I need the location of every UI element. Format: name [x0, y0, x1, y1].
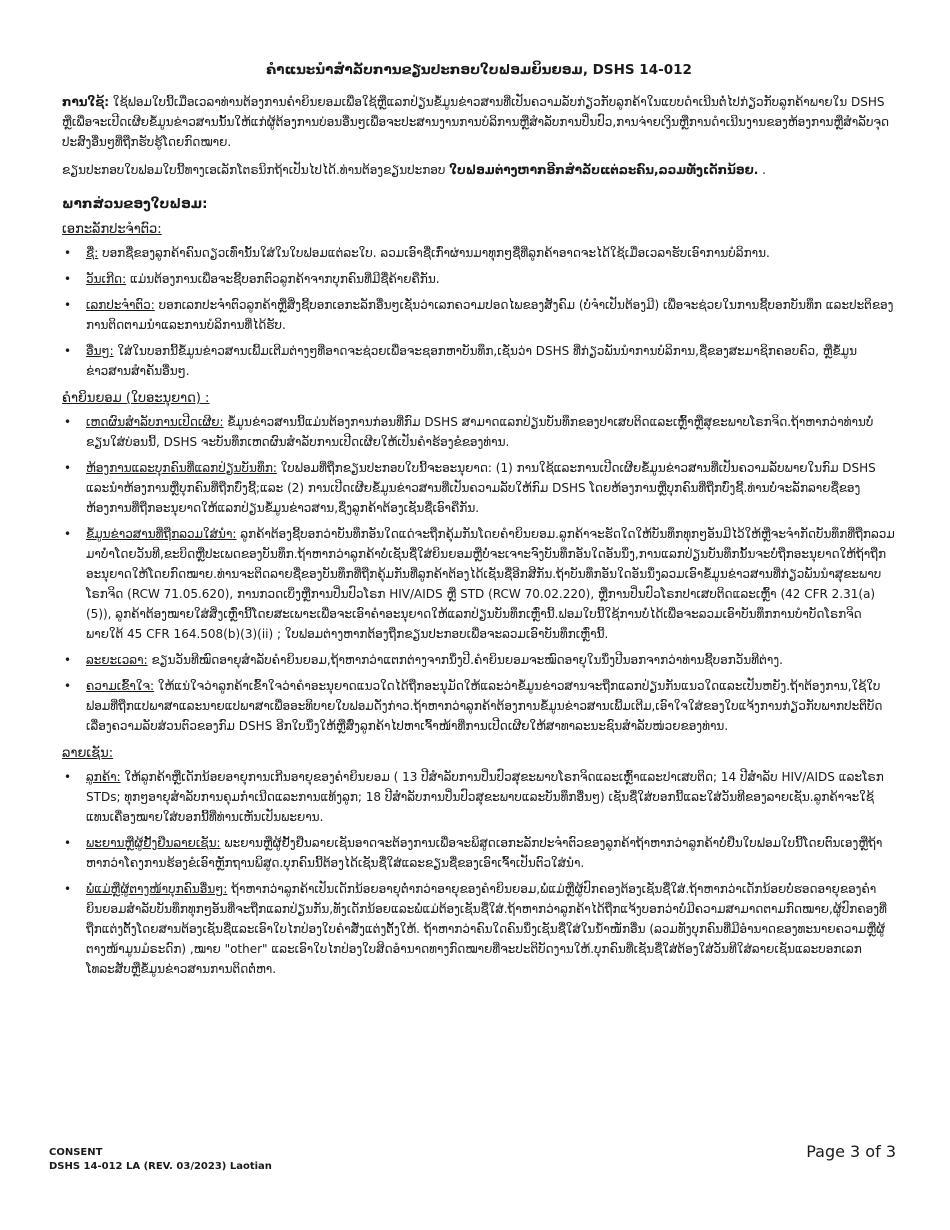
consent-heading: ຄຳຍິນຍອມ (ໃບອະນຸຍາດ) :	[62, 391, 210, 406]
page-number: Page 3 of 3	[806, 1142, 896, 1161]
item-term: ພໍ່ແມ່ຫຼືຜູ້ຕາງໜ້າບຸກຄົນອື່ນໆ:	[86, 882, 228, 896]
item-text: ບອກເລກປະຈຳຕົວລູກຄ້າຫຼືສິ່ງຊີ້ບອກເອກະລັກອື່ນໆເຊັ່ນວ່າເລກຄວາມປອດໄພຂອງສັງຄົມ (ບໍ່ຈຳເປັນຕ້ອງມີ) ເພື່ອຈະຊ່ວຍໃນການຊີ້ບອກບັນທຶກ ແລະປະຕິຂອງການຕິດຕາມນຳແລະການບໍລິການທີ່ໄດ້ຮັບ.	[86, 298, 894, 332]
usage-label: ການໃຊ້:	[62, 95, 110, 109]
item-term: ອື່ນໆ:	[86, 344, 114, 358]
item-text: ແມ່ນຕ້ອງການເພື່ອຈະຊີ້ບອກຕົວລູກຄ້າຈາກບຸກຄົນທີ່ມີຊື່ຄ້າຍຄືກັນ.	[129, 272, 440, 286]
item-text: ໃຫ້ແນ່ໃຈວ່າລູກຄ້າເຂົ້າໃຈວ່າຄຳອະນຸຍາດແນວໃດໄດ້ຖືກອະນຸມັດໃຫ້ແລະວ່າຂໍ້ມູນຂ່າວສານຈະຖືກແລກປ່ຽນກັນແນວໃດແລະເປັນຫຍັງ.ຖ້າຕ້ອງການ,ໃຊ້ໃບຟອມທີ່ຖືກແປພາສາແລະນາຍແປພາສາເພື່ອອະທິບາຍໃບຟອມດັ່ງກ່າວ.ຖ້າຫາກວ່າລູກຄ້າຕ້ອງການຂໍ້ມູນຂ່າວສານເພີ້ມເຕີມ,ເອົາໃຈໃສ່ຂອງໃບແຈ້ງການກ່ຽວກັບພາກປະຕິບັດເລື່ອງຄວາມລັບສ່ວນຕົວຂອງກົມ DSHS ອີກໃບນຶ່ງໃຫ້ຫຼືສົ່ງລູກຄ້າໄປຫາເຈົ້າໜ້າທີ່ການເປີດເຜີຍໃຫ້ສາທາລະນະຊົນສຳລັບໜ່ວຍຂອງທ່ານ.	[86, 679, 883, 733]
list-item: • ເລກປະຈຳຕົວ: ບອກເລກປະຈຳຕົວລູກຄ້າຫຼືສິ່ງຊີ້ບອກເອກະລັກອື່ນໆເຊັ່ນວ່າເລກຄວາມປອດໄພຂອງສັງຄົມ (ບໍ່ຈຳເປັນຕ້ອງມີ) ເພື່ອຈະຊ່ວຍໃນການຊີ້ບອກບັນທຶກ ແລະປະຕິຂອງການຕິດຕາມນຳແລະການບໍລິການທີ່ໄດ້ຮັບ.	[64, 298, 894, 332]
footer-consent-label: CONSENT	[49, 1147, 103, 1158]
identification-heading: ເອກະລັກປະຈຳຕົວ:	[62, 222, 162, 237]
list-item: • ລະຍະເວລາ: ຂຽນວັນທີໝົດອາຍຸສຳລັບຄຳຍິນຍອມ,ຖ້າຫາກວ່າແຕກຕ່າງຈາກນຶ່ງປີ.ຄຳຍິນຍອມຈະໝົດອາຍຸໃນນຶ່ງປີນອກຈາກວ່າທ່ານຊີ້ບອກວັນທີຕ່າງ.	[64, 653, 783, 667]
item-text: ໃບຟອມທີ່ຖືກຂຽນປະກອບໃບນີ້ຈະອະນຸຍາດ: (1) ການໃຊ້ແລະການເປີດເຜີຍຂໍ້ມູນຂ່າວສານທີ່ເປັນຄວາມລັບພາຍໃນກົມ DSHS ແລະນຳຫ້ອງການຫຼືບຸກຄົນທີ່ຖືກບົ່ງຊີ້;ແລະ (2) ການເປີດເຜີຍຂໍ້ມູນຂ່າວສານທີ່ເປັນຄວາມລັບໃຫ້ກົມ DSHS ໂດຍຫ້ອງການຫຼືບຸກຄົນທີ່ຖືກບົ່ງຊີ້.ທ່ານບໍ່ຈະລັກລາຍຊື່ຂອງຫ້ອງການທີ່ຖືກອະນຸຍາດໃຫ້ແລກປ່ຽນຂໍ້ມູນຂ່າວສານ,ຊຶ່ງລູກຄ້າຕ້ອງເຊັນຊື່ເອົາຄືກັນ.	[86, 461, 876, 515]
list-item: • ພໍ່ແມ່ຫຼືຜູ້ຕາງໜ້າບຸກຄົນອື່ນໆ: ຖ້າຫາກວ່າລູກຄ້າເປັນເດັກນ້ອຍອາຍຸຕ່ຳກວ່າອາຍຸຂອງຄຳຍິນຍອມ,ພໍ່ແມ່ຫຼືຜູ້ປົກຄອງຕ້ອງເຊັນຊື່ໃສ່.ຖ້າຫາກວ່າເດັກນ້ອຍບໍ່ຮອດອາຍຸຂອງຄຳຍິນຍອມສຳລັບບັນທຶກທຸກໆອັນທີ່ຈະຖືກແລກປ່ຽນກັນ,ທັງເດັກນ້ອຍແລະພໍ່ແມ່ຕ້ອງເຊັນຊື່ໃສ່.ຖ້າຫາກວ່າລູກຄ້າໄດ້ຖືກແຈ້ງບອກວ່າບໍ່ມີຄວາມສາມາດຕາມກົດໝາຍ,ຜູ້ປົກຄອງທີ່ຖືກແຕ່ງຕັ້ງໂດຍສານຕ້ອງເຊັນຊື່ແລະເອົາໃບໄກປ່ອງໃບຄຳສັ່ງແຕ່ງຕັ້ງໃຫ້. ຖ້າຫາກວ່າຄົນໃດຄົນນຶ່ງເຊັນຊື່ໃສ່ໃນນ້ຳໜັກອື່ນ (ລວມທັງບຸກຄົນທີ່ມີອຳນາດຂອງທະນາຍຄວາມຫຼືຜູ້ຕາງໜ້າມູນມໍຣະດົກ) ,ໝາຍ "other" ແລະເອົາໃບໄກປ່ອງໃບສິດອຳນາດທາງກົດໝາຍທີ່ຈະປະຕິບັດງານໃຫ້.ບຸກຄົນທີ່ເຊັນຊື່ໃສ່ຕ້ອງໃສ່ວັນທີໃສ່ລາຍເຊັນແລະບອກເລກໂທລະສັບຫຼືຂໍ້ມູນຂ່າວສານການຕິດຕໍ່ຫາ.	[64, 882, 887, 976]
list-item: • ພະຍານຫຼືຜູ້ຢັ້ງຢືນລາຍເຊັນ: ພະຍານຫຼືຜູ້ຢັ້ງຢືນລາຍເຊັນອາດຈະຕ້ອງການເພື່ອຈະພິສູດເອກະລັກປະຈຳຕົວຂອງລູກຄ້າຖ້າຫາກວ່າລູກຄ້າບໍ່ຢືນໃບຟອມໃບນີ້ໂດຍຕົນເອງຫຼືຖ້າຫາກວ່າໂຄງການຮ້ອງຂໍເອົາຫຼັກຖານພິສູດ.ບຸກຄົນນີ້ຕ້ອງໄດ້ເຊັນຊື່ໃສ່ແລະຂຽນຊື່ຂອງເອົາເຈົ້າເປັນຕົວໃສ່ນຳ.	[64, 836, 883, 870]
list-item: • ຂໍ້ມູນຂ່າວສານທີ່ຖືກລວມໃສ່ນຳ: ລູກຄ້າຕ້ອງຊີ້ບອກວ່າບັນທຶກອັນໃດແດ່ຈະຖືກຄຸ້ມກັນໂດຍຄຳຍິນຍອມ.ລູກຄ້າຈະຮັດໃດໃຫ້ບັນທຶກທຸກໆອັນມີໄວ້ໃຫ້ຫຼືຈະຈຳກັດບັນທຶກທີ່ຖືກລວມມາບໍ່າໂດຍວັນທີ,ຂະບິດຫຼືປະເພດຂອງບັນທຶກ.ຖ້າຫາກວ່າລູກຄ້າບໍ່ເຊັນຊື່ໃສ່ຍິນຍອມຫຼືບໍ່ຈະເຈາະຈົງບັນທຶກອັນໃດອັນນຶ່ງ,ການແລກປ່ຽນບັນທຶກນັ້ນຈະບໍ່ຖືກອະນຸຍາດໃຫ້ຖ້າຖືກອະນຸຍາດໃຫ້ໂດຍກົດໝາຍ.ທ່ານຈະຕິດລາຍຊື່ຂອງບັນທຶກທີ່ຖືກຄຸ້ມກັນທີ່ລູກຄ້າຕ້ອງໄດ້ເຊັນຊື່ອີກສີກັນ.ຖ້າບັນທຶກອັນໃດອັນນຶ່ງລວມເອົາຂໍ້ມູນຂ່າວສານທີ່ກ່ຽວພັນນຳສຸຂະພາບໂຣກຈິດ (RCW 71.05.620), ການກວດເບິ່ງຫຼືການປິ່ນປົວໂຣກ HIV/AIDS ຫຼື STD (RCW 70.02.220), ຫຼືການປິ່ນປົວໂຣກປາເສບຕິດແລະເຫຼົ້າ (42 CFR 2.31(a)(5)), ລູກຄ້າຕ້ອງໝາຍໃສ່ສິ່ງເຫຼົ່ານີ້ໂດຍສະເພາະເພື່ອຈະເອົາຄຳອະນຸຍາດໃຫ້ແລກປ່ຽນບັນທຶກເຫຼົ່ານີ້.ຟອມໃບນີ້ໃຊ້ການບໍ່ໄດ້ເພື່ອຈະລວມເອົາບັນທຶກການບຳບັດໂຣກຈິດພາຍໃຕ້ 45 CFR 164.508(b)(3)(ii) ; ໃບຟອມຕ່າງຫາກຕ້ອງຖືກຂຽນປະກອບເພື່ອຈະລວມເອົາບັນທຶກເຫຼົ່ານີ້.	[64, 527, 895, 641]
signatures-heading: ລາຍເຊັນ:	[62, 746, 114, 761]
electronic-text: ຂຽນປະກອບໃບຟອມໃບນີ້ທາງເອເລັກໂຕຣນິກຖ້າເປັນໄປໄດ້.ທ່ານຕ້ອງຂຽນປະກອບ	[62, 163, 446, 177]
item-term: ລູກຄ້າ:	[86, 770, 121, 784]
identification-list	[62, 243, 896, 381]
item-term: ພະຍານຫຼືຜູ້ຢັ້ງຢືນລາຍເຊັນ:	[86, 836, 221, 850]
consent-list	[62, 412, 896, 736]
item-text: ຖ້າຫາກວ່າລູກຄ້າເປັນເດັກນ້ອຍອາຍຸຕ່ຳກວ່າອາຍຸຂອງຄຳຍິນຍອມ,ພໍ່ແມ່ຫຼືຜູ້ປົກຄອງຕ້ອງເຊັນຊື່ໃສ່.ຖ້າຫາກວ່າເດັກນ້ອຍບໍ່ຮອດອາຍຸຂອງຄຳຍິນຍອມສຳລັບບັນທຶກທຸກໆອັນທີ່ຈະຖືກແລກປ່ຽນກັນ,ທັງເດັກນ້ອຍແລະພໍ່ແມ່ຕ້ອງເຊັນຊື່ໃສ່.ຖ້າຫາກວ່າລູກຄ້າໄດ້ຖືກແຈ້ງບອກວ່າບໍ່ມີຄວາມສາມາດຕາມກົດໝາຍ,ຜູ້ປົກຄອງທີ່ຖືກແຕ່ງຕັ້ງໂດຍສານຕ້ອງເຊັນຊື່ແລະເອົາໃບໄກປ່ອງໃບຄຳສັ່ງແຕ່ງຕັ້ງໃຫ້. ຖ້າຫາກວ່າຄົນໃດຄົນນຶ່ງເຊັນຊື່ໃສ່ໃນນ້ຳໜັກອື່ນ (ລວມທັງບຸກຄົນທີ່ມີອຳນາດຂອງທະນາຍຄວາມຫຼືຜູ້ຕາງໜ້າມູນມໍຣະດົກ) ,ໝາຍ "other" ແລະເອົາໃບໄກປ່ອງໃບສິດອຳນາດທາງກົດໝາຍທີ່ຈະປະຕິບັດງານໃຫ້.ບຸກຄົນທີ່ເຊັນຊື່ໃສ່ຕ້ອງໃສ່ວັນທີໃສ່ລາຍເຊັນແລະບອກເລກໂທລະສັບຫຼືຂໍ້ມູນຂ່າວສານການຕິດຕໍ່ຫາ.	[86, 882, 887, 976]
item-text: ລູກຄ້າຕ້ອງຊີ້ບອກວ່າບັນທຶກອັນໃດແດ່ຈະຖືກຄຸ້ມກັນໂດຍຄຳຍິນຍອມ.ລູກຄ້າຈະຮັດໃດໃຫ້ບັນທຶກທຸກໆອັນມີໄວ້ໃຫ້ຫຼືຈະຈຳກັດບັນທຶກທີ່ຖືກລວມມາບໍ່າໂດຍວັນທີ,ຂະບິດຫຼືປະເພດຂອງບັນທຶກ.ຖ້າຫາກວ່າລູກຄ້າບໍ່ເຊັນຊື່ໃສ່ຍິນຍອມຫຼືບໍ່ຈະເຈາະຈົງບັນທຶກອັນໃດອັນນຶ່ງ,ການແລກປ່ຽນບັນທຶກນັ້ນຈະບໍ່ຖືກອະນຸຍາດໃຫ້ຖ້າຖືກອະນຸຍາດໃຫ້ໂດຍກົດໝາຍ.ທ່ານຈະຕິດລາຍຊື່ຂອງບັນທຶກທີ່ຖືກຄຸ້ມກັນທີ່ລູກຄ້າຕ້ອງໄດ້ເຊັນຊື່ອີກສີກັນ.ຖ້າບັນທຶກອັນໃດອັນນຶ່ງລວມເອົາຂໍ້ມູນຂ່າວສານທີ່ກ່ຽວພັນນຳສຸຂະພາບໂຣກຈິດ (RCW 71.05.620), ການກວດເບິ່ງຫຼືການປິ່ນປົວໂຣກ HIV/AIDS ຫຼື STD (RCW 70.02.220), ຫຼືການປິ່ນປົວໂຣກປາເສບຕິດແລະເຫຼົ້າ (42 CFR 2.31(a)(5)), ລູກຄ້າຕ້ອງໝາຍໃສ່ສິ່ງເຫຼົ່ານີ້ໂດຍສະເພາະເພື່ອຈະເອົາຄຳອະນຸຍາດໃຫ້ແລກປ່ຽນບັນທຶກເຫຼົ່ານີ້.ຟອມໃບນີ້ໃຊ້ການບໍ່ໄດ້ເພື່ອຈະລວມເອົາບັນທຶກການບຳບັດໂຣກຈິດພາຍໃຕ້ 45 CFR 164.508(b)(3)(ii) ; ໃບຟອມຕ່າງຫາກຕ້ອງຖືກຂຽນປະກອບເພື່ອຈະລວມເອົາບັນທຶກເຫຼົ່ານີ້.	[86, 527, 895, 641]
document-page	[62, 62, 896, 985]
item-term: ເລກປະຈຳຕົວ:	[86, 298, 155, 312]
list-item: • ວັນເກີດ: ແມ່ນຕ້ອງການເພື່ອຈະຊີ້ບອກຕົວລູກຄ້າຈາກບຸກຄົນທີ່ມີຊື່ຄ້າຍຄືກັນ.	[64, 272, 440, 286]
signatures-list	[62, 767, 896, 979]
footer-form-number: DSHS 14-012 LA (REV. 03/2023) Laotian	[49, 1161, 272, 1172]
item-term: ເຫດຜົນສຳລັບການເປີດເຜີຍ:	[86, 415, 224, 429]
item-text: ໃຫ້ລູກຄ້າຫຼືເດັກນ້ອຍອາຍຸການເກີນອາຍຸຂອງຄຳຍິນຍອມ ( 13 ປີສຳລັບການປິ່ນປົວສຸຂະພາບໂຣກຈິດແລະເຫຼົ້າແລະປາເສບຕິດ; 14 ປີສຳລັບ HIV/AIDS ແລະໂຣກ STDs; ທຸກໆອາຍຸສຳລັບການຄຸມກຳເນີດແລະການແທ້ງລູກ; 18 ປີສຳລັບການປິ່ນປົວສຸຂະພາບແລະບັນທຶກອື່ນໆ) ເຊັນຊື່ໃສ່ບອກນີ້ແລະໃສ່ວັນທີຂອງລາຍເຊັນ.ລູກຄ້າຈະໃຊ້ແທນເຄື່ອງໝາຍໃສ່ບອກນີ້ທີ່ທ່ານເຫັນເປັນພະຍານ.	[86, 770, 884, 824]
item-text: ຂໍ້ມູນຂ່າວສານນີ້ແມ່ນຕ້ອງການກ່ອນທີ່ກົມ DSHS ສາມາດແລກປ່ຽນບັນທຶກຂອງປາເສບຕິດແລະເຫຼົ້າຫຼືສຸຂະພາບໂຣກຈິດ.ຖ້າຫາກວ່າທ່ານບໍ່ຂຽນໃສ່ບ່ອນນີ້, DSHS ຈະບັນທຶກເຫດຜົນສຳລັບການເປີດເຜີຍໃຫ້ເປັນຄຳຮ້ອງຂໍຂອງທ່ານ.	[86, 415, 874, 449]
item-text: ພະຍານຫຼືຜູ້ຢັ້ງຢືນລາຍເຊັນອາດຈະຕ້ອງການເພື່ອຈະພິສູດເອກະລັກປະຈຳຕົວຂອງລູກຄ້າຖ້າຫາກວ່າລູກຄ້າບໍ່ຢືນໃບຟອມໃບນີ້ໂດຍຕົນເອງຫຼືຖ້າຫາກວ່າໂຄງການຮ້ອງຂໍເອົາຫຼັກຖານພິສູດ.ບຸກຄົນນີ້ຕ້ອງໄດ້ເຊັນຊື່ໃສ່ແລະຂຽນຊື່ຂອງເອົາເຈົ້າເປັນຕົວໃສ່ນຳ.	[86, 836, 883, 870]
list-item: • ເຫດຜົນສຳລັບການເປີດເຜີຍ: ຂໍ້ມູນຂ່າວສານນີ້ແມ່ນຕ້ອງການກ່ອນທີ່ກົມ DSHS ສາມາດແລກປ່ຽນບັນທຶກຂອງປາເສບຕິດແລະເຫຼົ້າຫຼືສຸຂະພາບໂຣກຈິດ.ຖ້າຫາກວ່າທ່ານບໍ່ຂຽນໃສ່ບ່ອນນີ້, DSHS ຈະບັນທຶກເຫດຜົນສຳລັບການເປີດເຜີຍໃຫ້ເປັນຄຳຮ້ອງຂໍຂອງທ່ານ.	[64, 415, 874, 449]
list-item: • ຄວາມເຂົ້າໃຈ: ໃຫ້ແນ່ໃຈວ່າລູກຄ້າເຂົ້າໃຈວ່າຄຳອະນຸຍາດແນວໃດໄດ້ຖືກອະນຸມັດໃຫ້ແລະວ່າຂໍ້ມູນຂ່າວສານຈະຖືກແລກປ່ຽນກັນແນວໃດແລະເປັນຫຍັງ.ຖ້າຕ້ອງການ,ໃຊ້ໃບຟອມທີ່ຖືກແປພາສາແລະນາຍແປພາສາເພື່ອອະທິບາຍໃບຟອມດັ່ງກ່າວ.ຖ້າຫາກວ່າລູກຄ້າຕ້ອງການຂໍ້ມູນຂ່າວສານເພີ້ມເຕີມ,ເອົາໃຈໃສ່ຂອງໃບແຈ້ງການກ່ຽວກັບພາກປະຕິບັດເລື່ອງຄວາມລັບສ່ວນຕົວຂອງກົມ DSHS ອີກໃບນຶ່ງໃຫ້ຫຼືສົ່ງລູກຄ້າໄປຫາເຈົ້າໜ້າທີ່ການເປີດເຜີຍໃຫ້ສາທາລະນະຊົນສຳລັບໜ່ວຍຂອງທ່ານ.	[64, 679, 883, 733]
item-term: ຂໍ້ມູນຂ່າວສານທີ່ຖືກລວມໃສ່ນຳ:	[86, 527, 237, 541]
item-term: ຫ້ອງການແລະບຸກຄົນທີ່ແລກປ່ຽນບັນທຶກ:	[86, 461, 277, 475]
form-parts-heading: ພາກສ່ວນຂອງໃບຟອມ:	[62, 196, 208, 212]
item-term: ຄວາມເຂົ້າໃຈ:	[86, 679, 155, 693]
list-item: • ຊື່: ບອກຊື່ຂອງລູກຄ້າຄົນດຽວເທົ່ານັ້ນໃສ່ໃນໃບຟອມແຕ່ລະໃບ. ລວມເອົາຊື່ເກົ່າຜ່ານມາທຸກໆຊື່ທີ່ລູກຄ້າອາດຈະໄດ້ໃຊ້ເມື່ອເວລາຮັບເອົາການບໍລິການ.	[64, 246, 770, 260]
document-title: ຄຳແນະນຳສຳລັບການຂຽນປະກອບໃບຟອມຍິນຍອມ, DSHS 14-012	[266, 62, 692, 78]
item-text: ບອກຊື່ຂອງລູກຄ້າຄົນດຽວເທົ່ານັ້ນໃສ່ໃນໃບຟອມແຕ່ລະໃບ. ລວມເອົາຊື່ເກົ່າຜ່ານມາທຸກໆຊື່ທີ່ລູກຄ້າອາດຈະໄດ້ໃຊ້ເມື່ອເວລາຮັບເອົາການບໍລິການ.	[102, 246, 770, 260]
item-term: ລະຍະເວລາ:	[86, 653, 148, 667]
item-text: ຂຽນວັນທີໝົດອາຍຸສຳລັບຄຳຍິນຍອມ,ຖ້າຫາກວ່າແຕກຕ່າງຈາກນຶ່ງປີ.ຄຳຍິນຍອມຈະໝົດອາຍຸໃນນຶ່ງປີນອກຈາກວ່າທ່ານຊີ້ບອກວັນທີຕ່າງ.	[151, 653, 783, 667]
item-text: ໃສ່ໃນບອກນີ້ຂໍ້ມູນຂ່າວສານເພີ້ມເຕີມຕ່າງໆທີ່ອາດຈະຊ່ວຍເພື່ອຈະຊອກຫາບັນທຶກ,ເຊັ່ນວ່າ DSHS ທີ່ກ່ຽວພັນນຳການບໍລິການ,ຊື່ຂອງສະມາຊິກຄອບຄົວ, ຫຼືຂໍ້ມູນຂ່າວສານສຳຄັນອື່ນໆ.	[86, 344, 858, 378]
electronic-paragraph	[62, 160, 896, 180]
item-term: ຊື່:	[86, 246, 99, 260]
usage-paragraph	[62, 92, 896, 152]
list-item: • ອື່ນໆ: ໃສ່ໃນບອກນີ້ຂໍ້ມູນຂ່າວສານເພີ້ມເຕີມຕ່າງໆທີ່ອາດຈະຊ່ວຍເພື່ອຈະຊອກຫາບັນທຶກ,ເຊັ່ນວ່າ DSHS ທີ່ກ່ຽວພັນນຳການບໍລິການ,ຊື່ຂອງສະມາຊິກຄອບຄົວ, ຫຼືຂໍ້ມູນຂ່າວສານສຳຄັນອື່ນໆ.	[64, 344, 858, 378]
form-footer-id	[49, 1146, 272, 1174]
list-item: • ຫ້ອງການແລະບຸກຄົນທີ່ແລກປ່ຽນບັນທຶກ: ໃບຟອມທີ່ຖືກຂຽນປະກອບໃບນີ້ຈະອະນຸຍາດ: (1) ການໃຊ້ແລະການເປີດເຜີຍຂໍ້ມູນຂ່າວສານທີ່ເປັນຄວາມລັບພາຍໃນກົມ DSHS ແລະນຳຫ້ອງການຫຼືບຸກຄົນທີ່ຖືກບົ່ງຊີ້;ແລະ (2) ການເປີດເຜີຍຂໍ້ມູນຂ່າວສານທີ່ເປັນຄວາມລັບໃຫ້ກົມ DSHS ໂດຍຫ້ອງການຫຼືບຸກຄົນທີ່ຖືກບົ່ງຊີ້.ທ່ານບໍ່ຈະລັກລາຍຊື່ຂອງຫ້ອງການທີ່ຖືກອະນຸຍາດໃຫ້ແລກປ່ຽນຂໍ້ມູນຂ່າວສານ,ຊຶ່ງລູກຄ້າຕ້ອງເຊັນຊື່ເອົາຄືກັນ.	[64, 461, 876, 515]
item-term: ວັນເກີດ:	[86, 272, 127, 286]
electronic-bold: ໃບຟອມຕ່າງຫາກອີກສຳລັບແຕ່ລະຄົນ,ລວມທັງເດັກນ້ອຍ.	[449, 163, 759, 177]
usage-text: ໃຊ້ຟອມໃບນີ້ເມື່ອເວລາທ່ານຕ້ອງການຄຳຍິນຍອມເພື່ອໃຊ້ຫຼືແລກປ່ຽນຂໍ້ມູນຂ່າວສານທີ່ເປັນຄວາມລັບກ່ຽວກັບລູກຄ້າໃນແບບດຳເນີນຕໍ່ໄປກ່ຽວກັບລູກຄ້າພາຍໃນ DSHS ຫຼືເພື່ອຈະເປີດເຜີຍຂໍ້ມູນຂ່າວສານນັ້ນໃຫ້ແກ່ຜູ້ຕ້ອງການບ່ອນອື່ນໆເພື່ອຈະປະສານງານການບໍລິການຫຼືສຳລັບການປິ່ນປົວ,ການຈ່າຍເງິນຫຼືການດຳເນີນງານຂອງຫ້ອງການຫຼືສຳລັບຈຸດປະສົງອື່ນໆທີ່ຖືກຮັບຮູ້ໂດຍກົດໝາຍ.	[62, 95, 890, 149]
electronic-tail: .	[762, 163, 766, 177]
list-item: • ລູກຄ້າ: ໃຫ້ລູກຄ້າຫຼືເດັກນ້ອຍອາຍຸການເກີນອາຍຸຂອງຄຳຍິນຍອມ ( 13 ປີສຳລັບການປິ່ນປົວສຸຂະພາບໂຣກຈິດແລະເຫຼົ້າແລະປາເສບຕິດ; 14 ປີສຳລັບ HIV/AIDS ແລະໂຣກ STDs; ທຸກໆອາຍຸສຳລັບການຄຸມກຳເນີດແລະການແທ້ງລູກ; 18 ປີສຳລັບການປິ່ນປົວສຸຂະພາບແລະບັນທຶກອື່ນໆ) ເຊັນຊື່ໃສ່ບອກນີ້ແລະໃສ່ວັນທີຂອງລາຍເຊັນ.ລູກຄ້າຈະໃຊ້ແທນເຄື່ອງໝາຍໃສ່ບອກນີ້ທີ່ທ່ານເຫັນເປັນພະຍານ.	[64, 770, 884, 824]
